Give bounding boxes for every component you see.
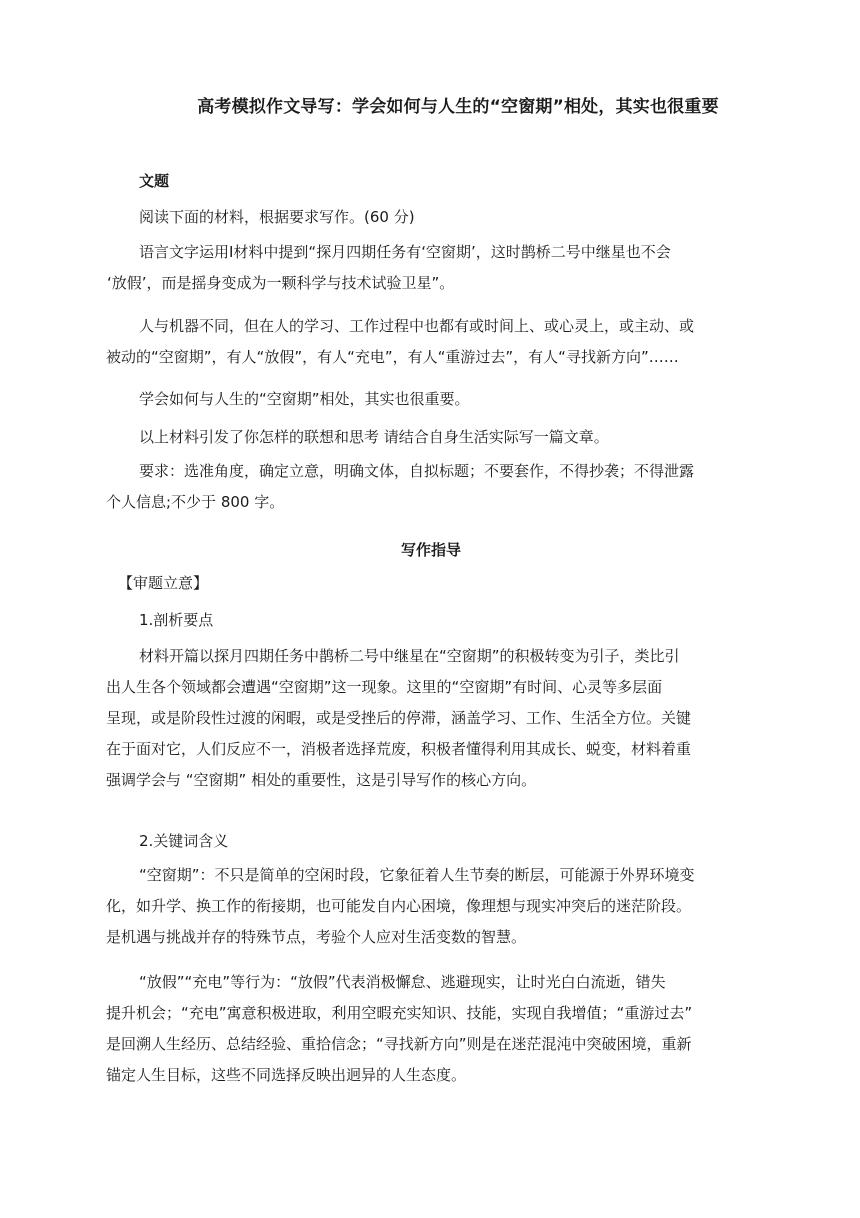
text-line: 要求：选准角度，确定立意，明确文体，自拟标题；不要套作，不得抄袭；不得泄露: [139, 462, 695, 480]
text-line: 人与机器不同，但在人的学习、工作过程中也都有或时间上、或心灵上，或主动、或: [139, 317, 695, 335]
guide-heading: 写作指导: [400, 541, 461, 559]
text-line: 呈现，或是阶段性过渡的闲暇，或是受挫后的停滞，涵盖学习、工作、生活全方位。关键: [106, 709, 692, 727]
prompt-heading: 文题: [139, 172, 170, 190]
text-line: 是机遇与挑战并存的特殊节点，考验个人应对生活变数的智慧。: [106, 928, 527, 946]
text-line: 锚定人生目标，这些不同选择反映出迥异的人生态度。: [106, 1066, 467, 1084]
point-2-title: 2.关键词含义: [139, 832, 229, 850]
material-paragraph-4: 以上材料引发了你怎样的联想和思考 请结合自身生活实际写一篇文章。: [139, 428, 609, 446]
text-line: 出人生各个领域都会遭遇“空窗期”这一现象。这里的“空窗期”有时间、心灵等多层面: [106, 678, 663, 696]
material-paragraph-2: [106, 311, 756, 373]
point-2-body-a: [106, 860, 756, 953]
point-1-body: [106, 641, 756, 796]
text-line: 是回溯人生经历、总结经验、重拾信念；“寻找新方向”则是在迷茫混沌中突破困境，重新: [106, 1035, 692, 1053]
text-line: 在于面对它，人们反应不一，消极者选择荒废，积极者懂得利用其成长、蜕变，材料着重: [106, 740, 692, 758]
text-line: ‘放假’，而是摇身变成为一颗科学与技术试验卫星”。: [107, 274, 455, 292]
prompt-intro: 阅读下面的材料，根据要求写作。(60 分): [139, 208, 415, 226]
document-title: 高考模拟作文导写：学会如何与人生的“空窗期”相处，其实也很重要: [197, 97, 719, 117]
text-line: 个人信息;不少于 800 字。: [106, 493, 285, 511]
material-paragraph-3: 学会如何与人生的“空窗期”相处，其实也很重要。: [139, 390, 470, 408]
material-paragraph-1: [106, 237, 756, 299]
text-line: 化，如升学、换工作的衔接期，也可能发自内心困境，像理想与现实冲突后的迷茫阶段。: [106, 897, 692, 915]
point-1-title: 1.剖析要点: [139, 611, 214, 629]
text-line: 被动的“空窗期”，有人“放假”，有人“充电”，有人“重游过去”，有人“寻找新方向”……: [106, 348, 679, 366]
text-line: “空窗期”：不只是简单的空闲时段，它象征着人生节奏的断层，可能源于外界环境变: [139, 866, 695, 884]
text-line: “放假”“充电”等行为：“放假”代表消极懈怠、逃避现实，让时光白白流逝，错失: [139, 973, 666, 991]
text-line: 材料开篇以探月四期任务中鹊桥二号中继星在“空窗期”的积极转变为引子，类比引: [139, 647, 680, 665]
guide-subheading: 【审题立意】: [118, 574, 209, 592]
requirements-paragraph: [106, 456, 756, 518]
text-line: 强调学会与 “空窗期” 相处的重要性，这是引导写作的核心方向。: [106, 771, 537, 789]
text-line: 提升机会；“充电”寓意积极进取，利用空暇充实知识、技能，实现自我增值；“重游过去”: [106, 1004, 693, 1022]
text-line: 语言文字运用Ⅰ材料中提到“探月四期任务有‘空窗期’，这时鹊桥二号中继星也不会: [139, 243, 671, 261]
point-2-body-b: [106, 967, 756, 1091]
